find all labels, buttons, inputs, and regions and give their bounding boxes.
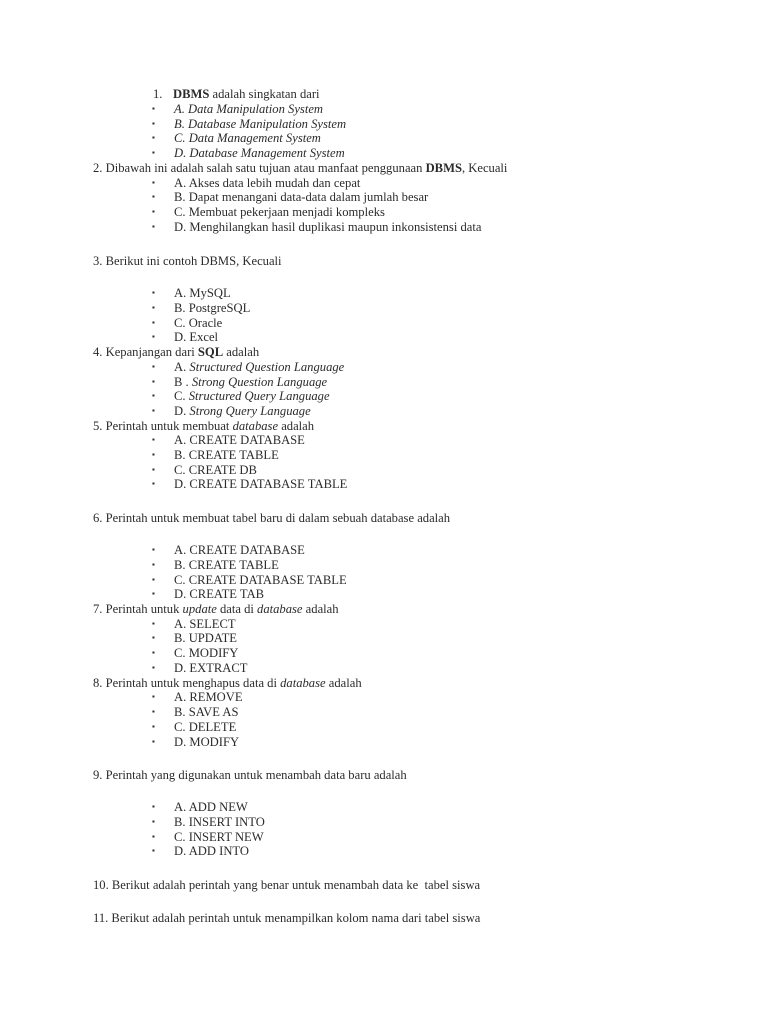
question-7: 7. Perintah untuk update data di database adalah xyxy=(93,602,339,616)
option-8d: ▪ D. MODIFY xyxy=(152,735,240,749)
question-bold-term: DBMS xyxy=(173,87,210,101)
bullet-icon: ▪ xyxy=(152,148,155,157)
option-3c: ▪ C. Oracle xyxy=(152,316,223,330)
option-6c: ▪ C. CREATE DATABASE TABLE xyxy=(152,573,347,587)
bullet-icon: ▪ xyxy=(152,192,155,201)
option-6a: ▪ A. CREATE DATABASE xyxy=(152,543,305,557)
bullet-icon: ▪ xyxy=(152,722,155,731)
bullet-icon: ▪ xyxy=(152,391,155,400)
bullet-icon: ▪ xyxy=(152,737,155,746)
bullet-icon: ▪ xyxy=(152,303,155,312)
bullet-icon: ▪ xyxy=(152,332,155,341)
option-2c: ▪ C. Membuat pekerjaan menjadi kompleks xyxy=(152,205,385,219)
bullet-icon: ▪ xyxy=(152,648,155,657)
bullet-icon: ▪ xyxy=(152,846,155,855)
bullet-icon: ▪ xyxy=(152,707,155,716)
bullet-icon: ▪ xyxy=(152,479,155,488)
question-number: 1. xyxy=(153,87,163,101)
bullet-icon: ▪ xyxy=(152,802,155,811)
option-5a: ▪ A. CREATE DATABASE xyxy=(152,433,305,447)
bullet-icon: ▪ xyxy=(152,575,155,584)
option-7b: ▪ B. UPDATE xyxy=(152,631,237,645)
bullet-icon: ▪ xyxy=(152,435,155,444)
option-2b: ▪ B. Dapat menangani data-data dalam jumlah besar xyxy=(152,190,429,204)
bullet-icon: ▪ xyxy=(152,377,155,386)
option-3b: ▪ B. PostgreSQL xyxy=(152,301,251,315)
bullet-icon: ▪ xyxy=(152,832,155,841)
option-9c: ▪ C. INSERT NEW xyxy=(152,830,264,844)
option-3d: ▪ D. Excel xyxy=(152,330,219,344)
question-8: 8. Perintah untuk menghapus data di database adalah xyxy=(93,676,362,690)
question-10: 10. Berikut adalah perintah yang benar untuk menambah data ke tabel siswa xyxy=(93,878,481,892)
option-9d: ▪ D. ADD INTO xyxy=(152,844,249,858)
bullet-icon: ▪ xyxy=(152,545,155,554)
bullet-icon: ▪ xyxy=(152,560,155,569)
option-4c: ▪ C. Structured Query Language xyxy=(152,389,330,403)
option-8a: ▪ A. REMOVE xyxy=(152,690,243,704)
question-9: 9. Perintah yang digunakan untuk menambah data baru adalah xyxy=(93,768,407,782)
question-4: 4. Kepanjangan dari SQL adalah xyxy=(93,345,260,359)
option-1c: ▪ C. Data Management System xyxy=(152,131,321,145)
bullet-icon: ▪ xyxy=(152,633,155,642)
bullet-icon: ▪ xyxy=(152,692,155,701)
option-6d: ▪ D. CREATE TAB xyxy=(152,587,265,601)
option-8b: ▪ B. SAVE AS xyxy=(152,705,239,719)
option-3a: ▪ A. MySQL xyxy=(152,286,231,300)
bullet-icon: ▪ xyxy=(152,362,155,371)
bullet-icon: ▪ xyxy=(152,619,155,628)
bullet-icon: ▪ xyxy=(152,318,155,327)
option-7a: ▪ A. SELECT xyxy=(152,617,236,631)
bullet-icon: ▪ xyxy=(152,663,155,672)
option-2d: ▪ D. Menghilangkan hasil duplikasi maupun inkonsistensi data xyxy=(152,220,482,234)
question-2: 2. Dibawah ini adalah salah satu tujuan atau manfaat penggunaan DBMS, Kecuali xyxy=(93,161,508,175)
option-2a: ▪ A. Akses data lebih mudah dan cepat xyxy=(152,176,361,190)
bullet-icon: ▪ xyxy=(152,450,155,459)
option-7c: ▪ C. MODIFY xyxy=(152,646,239,660)
option-9b: ▪ B. INSERT INTO xyxy=(152,815,265,829)
option-1b: ▪ B. Database Manipulation System xyxy=(152,117,347,131)
bullet-icon: ▪ xyxy=(152,406,155,415)
bullet-icon: ▪ xyxy=(152,222,155,231)
option-7d: ▪ D. EXTRACT xyxy=(152,661,248,675)
option-1d: ▪ D. Database Management System xyxy=(152,146,345,160)
question-text: adalah singkatan dari xyxy=(209,87,320,101)
bullet-icon: ▪ xyxy=(152,465,155,474)
bullet-icon: ▪ xyxy=(152,104,155,113)
bullet-icon: ▪ xyxy=(152,817,155,826)
question-3: 3. Berikut ini contoh DBMS, Kecuali xyxy=(93,254,282,268)
question-6: 6. Perintah untuk membuat tabel baru di dalam sebuah database adalah xyxy=(93,511,451,525)
bullet-icon: ▪ xyxy=(152,133,155,142)
option-6b: ▪ B. CREATE TABLE xyxy=(152,558,279,572)
option-8c: ▪ C. DELETE xyxy=(152,720,237,734)
option-9a: ▪ A. ADD NEW xyxy=(152,800,248,814)
option-5d: ▪ D. CREATE DATABASE TABLE xyxy=(152,477,348,491)
option-5b: ▪ B. CREATE TABLE xyxy=(152,448,279,462)
bullet-icon: ▪ xyxy=(152,207,155,216)
option-4b: ▪ B . Strong Question Language xyxy=(152,375,328,389)
bullet-icon: ▪ xyxy=(152,589,155,598)
question-5: 5. Perintah untuk membuat database adalah xyxy=(93,419,315,433)
bullet-icon: ▪ xyxy=(152,288,155,297)
question-11: 11. Berikut adalah perintah untuk menampilkan kolom nama dari tabel siswa xyxy=(93,911,481,925)
bullet-icon: ▪ xyxy=(152,119,155,128)
option-4d: ▪ D. Strong Query Language xyxy=(152,404,311,418)
option-5c: ▪ C. CREATE DB xyxy=(152,463,257,477)
bullet-icon: ▪ xyxy=(152,178,155,187)
question-1 xyxy=(153,87,320,102)
option-1a: ▪ A. Data Manipulation System xyxy=(152,102,324,116)
option-4a: ▪ A. Structured Question Language xyxy=(152,360,345,374)
